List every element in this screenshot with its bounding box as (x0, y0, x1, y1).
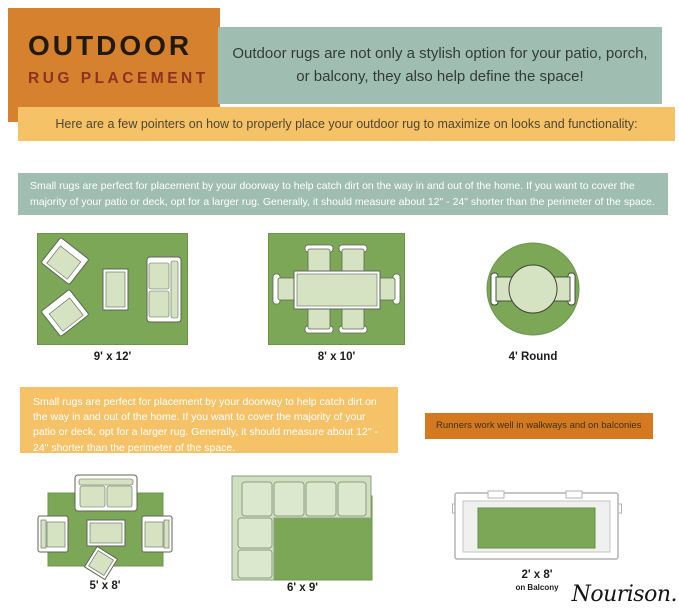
runner-note-box (425, 413, 653, 439)
tip-box-larger-rugs (20, 387, 398, 453)
balcony-runner-icon (452, 490, 622, 562)
rug-size-label: 9' x 12' (93, 351, 132, 363)
armchair-icon (142, 516, 172, 552)
intro-callout (218, 27, 662, 104)
intro-text: Outdoor rugs are not only a stylish option for your patio, porch, or balcony, they also help define the space! (232, 45, 648, 85)
diagram-rug-9x12 (37, 233, 188, 345)
coffee-table-icon (103, 269, 128, 310)
page-subtitle: RUG PLACEMENT (28, 70, 209, 87)
page-title: OUTDOOR (28, 30, 193, 61)
tip-text-2: Small rugs are perfect for placement by your doorway to help catch dirt on the way in and out of the home. If you want to cover the majority of your patio or deck, opt for a larger rug. Generally, it should measure about 12" - 24" shorter than the perimeter of the space. (33, 396, 378, 454)
rug-size-label: 8' x 10' (317, 351, 356, 363)
armchair-icon (38, 516, 68, 552)
living-room-rug-icon (37, 233, 188, 345)
runner-note-text: Runners work well in walkways and on balconies (436, 420, 642, 431)
pointer-text: Here are a few pointers on how to properly place your outdoor rug to maximize on looks and functionality: (55, 117, 638, 131)
round-table-icon (509, 265, 557, 313)
sofa-icon (147, 257, 181, 322)
rug-size-label: 4' Round (508, 351, 558, 363)
rug-size-label: 6' x 9' (286, 582, 319, 594)
dining-table-icon (294, 271, 380, 309)
brand-logo: Nourison. (571, 582, 677, 607)
round-bistro-rug-icon (478, 233, 588, 345)
sectional-rug-icon (230, 474, 375, 582)
rug-size-sublabel: on Balcony (515, 583, 559, 592)
runner-rug-icon (478, 508, 595, 548)
rug-size-label: 2' x 8' (521, 569, 553, 581)
loveseat-icon (75, 475, 137, 511)
tip-band-small-rugs (18, 173, 668, 215)
dining-set-rug-icon (268, 233, 405, 345)
pointer-band (18, 107, 675, 141)
rug-size-label: 5' x 8' (89, 580, 121, 592)
diagram-rug-5x8 (30, 472, 180, 580)
diagram-rug-8x10 (268, 233, 405, 345)
diagram-rug-round (478, 233, 588, 345)
diagram-balcony-runner (452, 490, 622, 562)
diagram-rug-6x9 (230, 474, 375, 582)
coffee-table-icon (87, 520, 125, 546)
title-box (8, 8, 220, 122)
tip-text-1: Small rugs are perfect for placement by your doorway to help catch dirt on the way in and out of the home. If you want to cover the majority of your patio or deck, opt for a larger rug. Generally, it should measure about 12" - 24" shorter than the perimeter of the space. (30, 180, 655, 208)
small-living-room-rug-icon (30, 472, 180, 580)
